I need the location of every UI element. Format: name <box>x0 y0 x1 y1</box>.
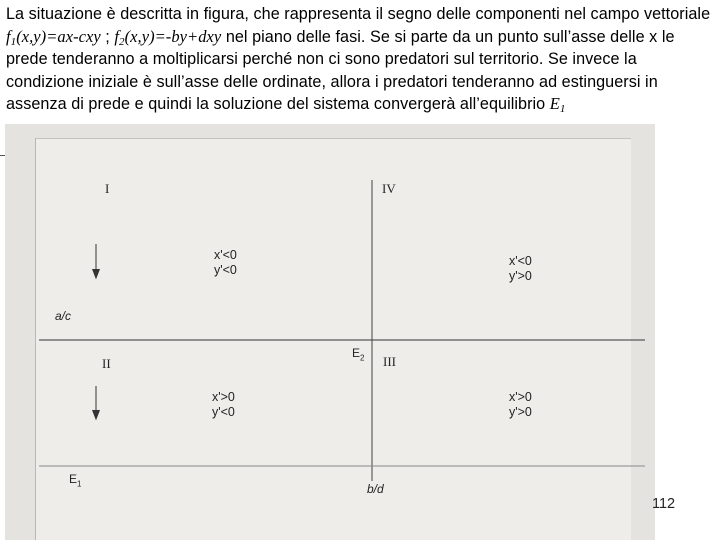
text-separator: ; <box>100 27 115 46</box>
page-number: 112 <box>652 496 676 512</box>
signs-quadrant-1 <box>214 248 237 277</box>
sign-y: y'<0 <box>212 404 235 419</box>
arrow-quadrant-1 <box>93 244 100 278</box>
arrow-quadrant-2 <box>93 386 100 419</box>
sign-y: y'>0 <box>509 268 532 283</box>
formula-f1: $f_1(x,y)=ax$-cxy <box>6 26 101 48</box>
quadrant-label-1: I <box>105 181 110 196</box>
sign-x: x'>0 <box>509 390 532 404</box>
text-intro: La situazione è descritta in figura, che rappresenta il segno delle componenti nel campo vettoriale <box>6 5 711 23</box>
signs-quadrant-2 <box>212 390 235 419</box>
phase-plane-figure <box>5 124 655 540</box>
equilibrium-e1: $E_1$ <box>549 94 566 116</box>
signs-quadrant-3 <box>509 390 532 419</box>
sign-x: x'<0 <box>214 248 237 262</box>
label-b-over-d: b/d <box>367 482 384 496</box>
signs-quadrant-4 <box>509 254 532 283</box>
label-a-over-c: a/c <box>55 309 72 323</box>
phase-plane-lines <box>5 124 655 540</box>
sign-x: x'<0 <box>509 254 532 268</box>
text-body: nel piano delle fasi. Se si parte da un punto sull’asse delle x le prede tenderanno a moltiplicarsi perché non ci sono predatori sul territorio. Se invece la condizione iniziale è sull’asse delle ordinate, allora i predatori tenderanno ad estinguersi in assenza di prede e quindi la soluzione del sistema convergerà all’equilibrio <box>6 27 675 114</box>
sign-x: x'>0 <box>212 390 235 404</box>
label-equilibrium-e2: $E_2$ <box>352 346 365 363</box>
label-equilibrium-e1: $E_1$ <box>69 472 82 489</box>
sign-y: y'>0 <box>509 404 532 419</box>
formula-f2: $f_2(x,y)=-by+dxy$ <box>114 26 222 48</box>
body-paragraph <box>6 3 711 116</box>
quadrant-label-4: IV <box>382 181 396 196</box>
quadrant-label-2: II <box>102 356 111 371</box>
sign-y: y'<0 <box>214 262 237 277</box>
quadrant-label-3: III <box>383 354 396 369</box>
